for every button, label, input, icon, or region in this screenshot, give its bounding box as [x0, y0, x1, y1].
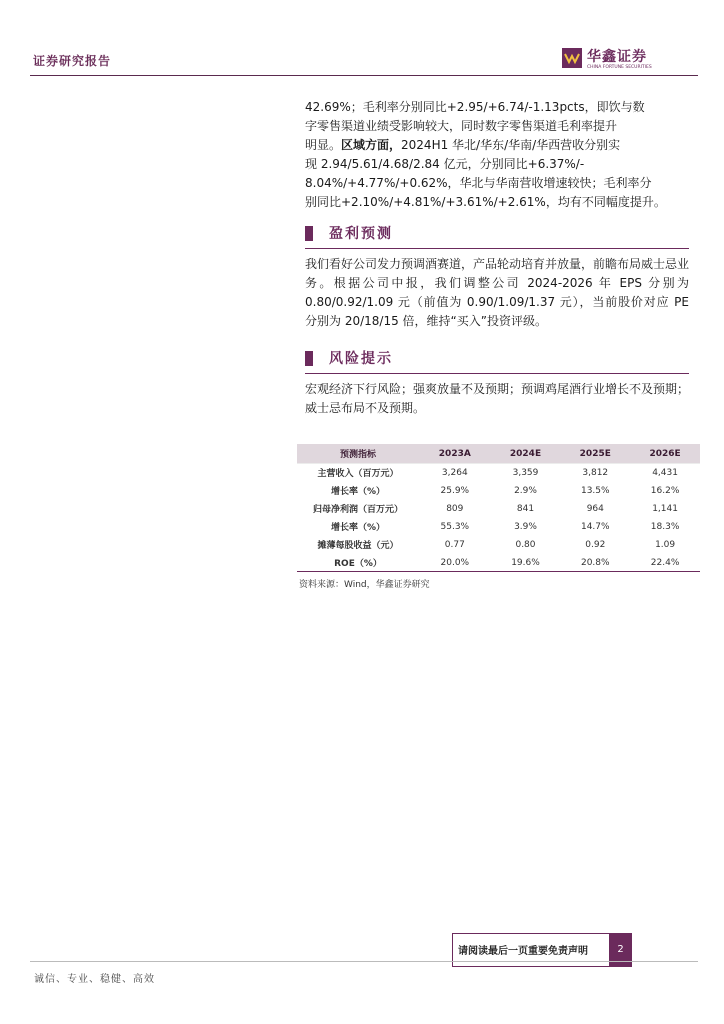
table-cell: 3,264	[419, 464, 491, 482]
risk-section-heading	[305, 347, 689, 369]
table-cell: 20.0%	[419, 554, 491, 572]
header-divider	[30, 75, 698, 76]
table-cell: 0.80	[491, 536, 561, 554]
table-cell: 809	[419, 500, 491, 518]
forecast-table	[297, 444, 700, 572]
table-source-note: 资料来源：Wind，华鑫证券研究	[299, 580, 430, 590]
row-label: 摊薄每股收益（元）	[297, 536, 419, 554]
region-emphasis: 区域方面，	[341, 138, 402, 152]
logo-subtext: CHINA FORTUNE SECURITIES	[587, 65, 652, 70]
risk-paragraph: 宏观经济下行风险；强爽放量不及预期；预调鸡尾酒行业增长不及预期；威士忌布局不及预期。	[305, 382, 690, 415]
section-marker-icon	[305, 351, 313, 366]
row-label: 主营收入（百万元）	[297, 464, 419, 482]
table-header-row	[297, 444, 700, 464]
report-type-label: 证券研究报告	[33, 54, 112, 68]
section-divider	[305, 248, 689, 249]
risk-title: 风险提示	[329, 351, 393, 367]
section-marker-icon	[305, 226, 313, 241]
table-cell: 0.77	[419, 536, 491, 554]
table-cell: 25.9%	[419, 482, 491, 500]
table-cell: 19.6%	[491, 554, 561, 572]
table-cell: 16.2%	[630, 482, 700, 500]
company-motto: 诚信、专业、稳健、高效	[34, 974, 155, 985]
logo-mark-icon	[562, 48, 582, 68]
table-cell: 22.4%	[630, 554, 700, 572]
table-header: 2026E	[630, 444, 700, 464]
intro-paragraph: 42.69%；毛利率分别同比+2.95/+6.74/-1.13pcts，即饮与数 字零售渠道业绩受影响较大，同时数字零售渠道毛利率提升 明显。区域方面，2024H1 华北/华东/华南/华西营收分别实 现 2.94/5.61/4.68/2.84 亿元，分别同比+6.37%/- 8.04%/+4.77%/+0.62%，华北与华南营收增速较快；毛利率分 别同比+2.10%/+4.81%/+3.61%/+2.61%，均有不同幅度提升。	[305, 100, 666, 209]
logo-text: 华鑫证券	[587, 49, 647, 65]
table-header: 预测指标	[297, 444, 419, 464]
section-divider	[305, 373, 689, 374]
row-label: 归母净利润（百万元）	[297, 500, 419, 518]
main-content	[305, 98, 689, 418]
row-label: ROE（%）	[297, 554, 419, 572]
forecast-title: 盈利预测	[329, 226, 393, 242]
table-row	[297, 518, 700, 536]
table-cell: 1,141	[630, 500, 700, 518]
table-row	[297, 536, 700, 554]
page-number: 2	[609, 933, 632, 967]
forecast-section-heading	[305, 222, 689, 244]
table-cell: 841	[491, 500, 561, 518]
table-header: 2025E	[560, 444, 630, 464]
table-row	[297, 464, 700, 482]
table-header: 2024E	[491, 444, 561, 464]
table-cell: 4,431	[630, 464, 700, 482]
disclaimer-link[interactable]: 请阅读最后一页重要免责声明	[458, 946, 588, 957]
table-cell: 3,359	[491, 464, 561, 482]
row-label: 增长率（%）	[297, 482, 419, 500]
table-cell: 20.8%	[560, 554, 630, 572]
table-row	[297, 554, 700, 572]
table-row	[297, 482, 700, 500]
table-header: 2023A	[419, 444, 491, 464]
table-cell: 2.9%	[491, 482, 561, 500]
row-label: 增长率（%）	[297, 518, 419, 536]
table-row	[297, 500, 700, 518]
table-cell: 55.3%	[419, 518, 491, 536]
table-cell: 964	[560, 500, 630, 518]
table-cell: 1.09	[630, 536, 700, 554]
table-cell: 18.3%	[630, 518, 700, 536]
table-cell: 0.92	[560, 536, 630, 554]
table-bottom-rule	[297, 571, 700, 572]
table-cell: 14.7%	[560, 518, 630, 536]
table-cell: 3.9%	[491, 518, 561, 536]
forecast-paragraph: 我们看好公司发力预调酒赛道，产品轮动培育并放量，前瞻布局威士忌业务。根据公司中报，我们调整公司 2024-2026 年 EPS 分别为 0.80/0.92/1.09 元（前值为 0.90/1.09/1.37 元），当前股价对应 PE 分别为 20/18/15 倍，维持“买入”投资评级。	[305, 257, 690, 328]
table-cell: 3,812	[560, 464, 630, 482]
company-logo	[562, 46, 662, 72]
table-cell: 13.5%	[560, 482, 630, 500]
footer-divider	[30, 961, 698, 962]
